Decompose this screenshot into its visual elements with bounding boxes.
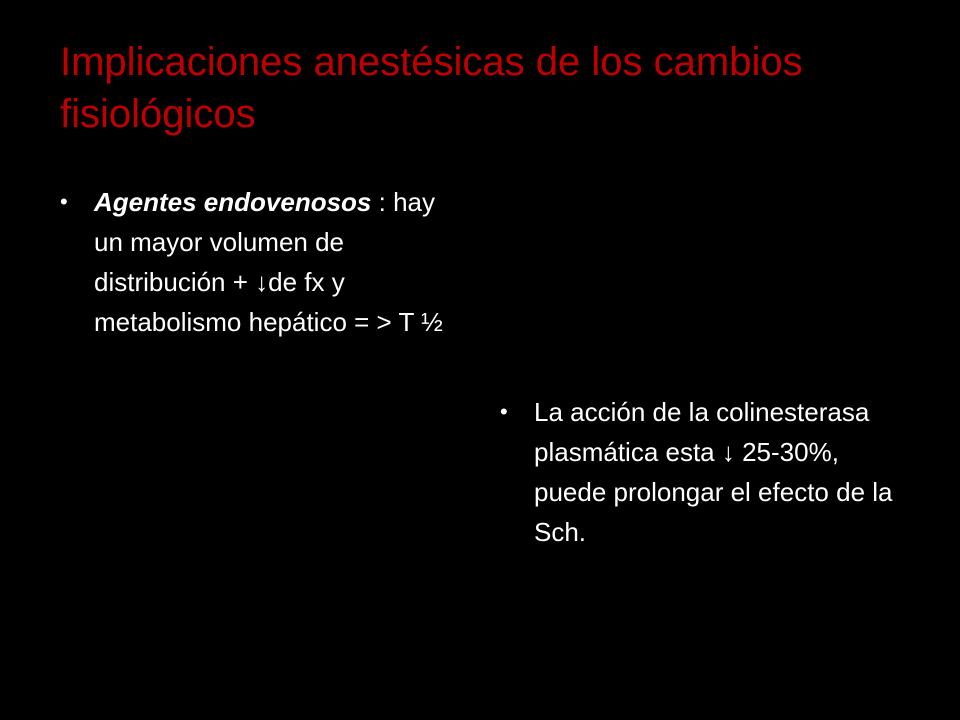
- right-content: [500, 392, 910, 552]
- bullet-item-agentes-endovenosos: [60, 182, 460, 342]
- bullet-text: [94, 182, 460, 342]
- bullet-text: La acción de la colinesterasa plasmática esta ↓ 25-30%, puede prolongar el efecto de la Sch.: [534, 397, 893, 547]
- bullet-marker: •: [60, 189, 68, 214]
- bullet-marker: •: [500, 399, 508, 424]
- slide-title: Implicaciones anestésicas de los cambios fisiológicos: [60, 40, 803, 136]
- bullet-item-colinesterasa: [500, 392, 910, 552]
- bullet-emphasis: Agentes endovenosos: [94, 187, 372, 217]
- left-content: [60, 182, 460, 342]
- bullet-body: : hay un mayor volumen de distribución + ↓de fx y metabolismo hepático = > T ½: [94, 187, 443, 337]
